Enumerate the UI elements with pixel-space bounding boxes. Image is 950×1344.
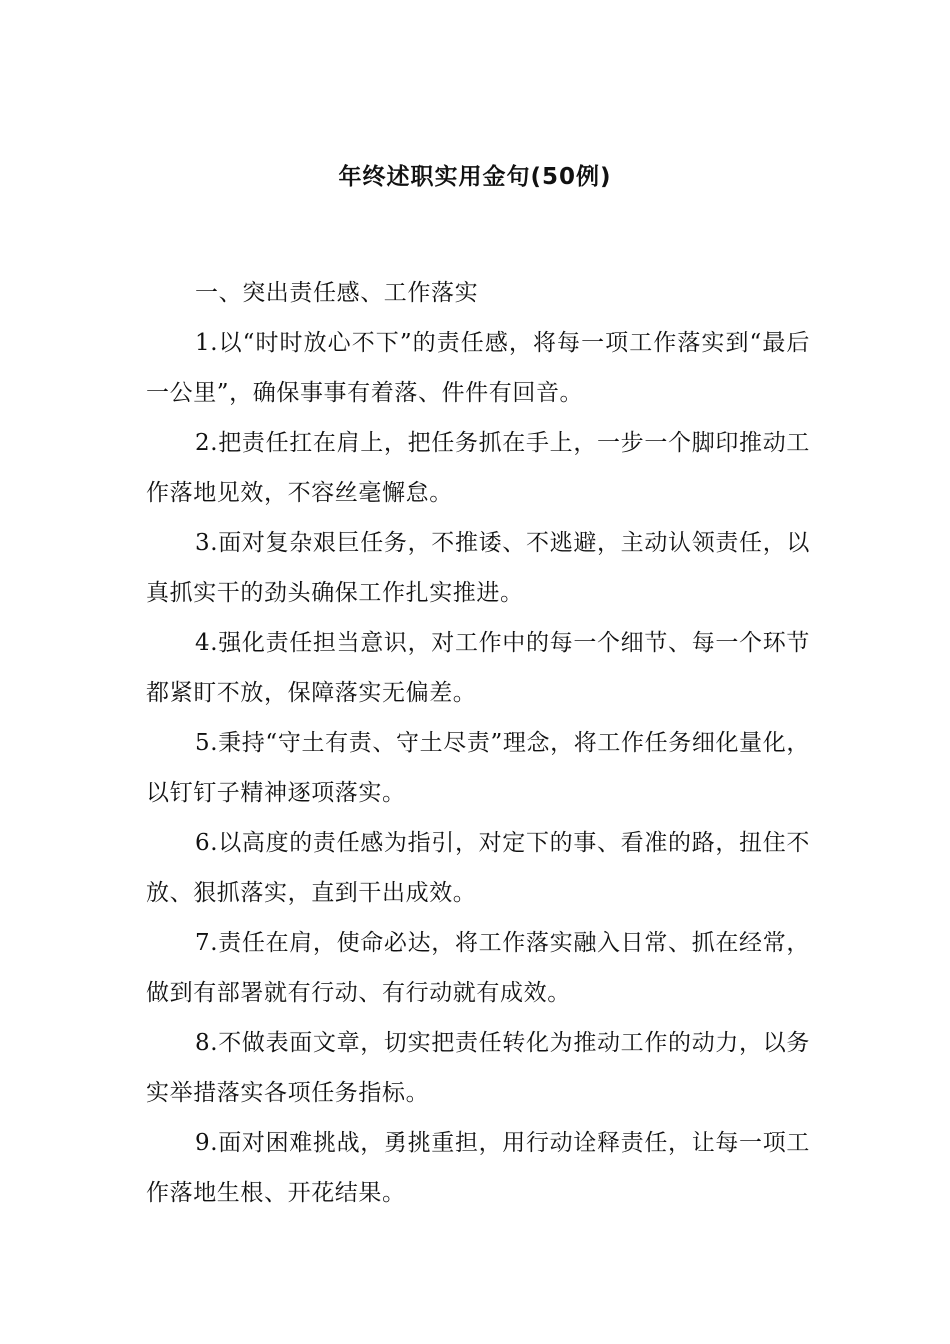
list-item: 6.以高度的责任感为指引，对定下的事、看准的路，扭住不放、狠抓落实，直到干出成效。 <box>146 830 810 906</box>
list-item: 3.面对复杂艰巨任务，不推诿、不逃避，主动认领责任，以真抓实干的劲头确保工作扎实推进。 <box>146 530 810 606</box>
list-item: 8.不做表面文章，切实把责任转化为推动工作的动力，以务实举措落实各项任务指标。 <box>146 1030 810 1106</box>
list-item: 1.以“时时放心不下”的责任感，将每一项工作落实到“最后一公里”，确保事事有着落、件件有回音。 <box>146 330 810 406</box>
list-item: 4.强化责任担当意识，对工作中的每一个细节、每一个环节都紧盯不放，保障落实无偏差。 <box>146 630 810 706</box>
document-body <box>146 268 810 1218</box>
list-item: 7.责任在肩，使命必达，将工作落实融入日常、抓在经常，做到有部署就有行动、有行动就有成效。 <box>146 930 810 1006</box>
list-item: 2.把责任扛在肩上，把任务抓在手上，一步一个脚印推动工作落地见效，不容丝毫懈怠。 <box>146 430 810 506</box>
list-item: 5.秉持“守土有责、守土尽责”理念，将工作任务细化量化，以钉钉子精神逐项落实。 <box>146 730 810 806</box>
section-heading: 一、突出责任感、工作落实 <box>195 280 479 306</box>
list-item: 9.面对困难挑战，勇挑重担，用行动诠释责任，让每一项工作落地生根、开花结果。 <box>146 1130 810 1206</box>
document-title: 年终述职实用金句(50例) <box>338 164 612 190</box>
